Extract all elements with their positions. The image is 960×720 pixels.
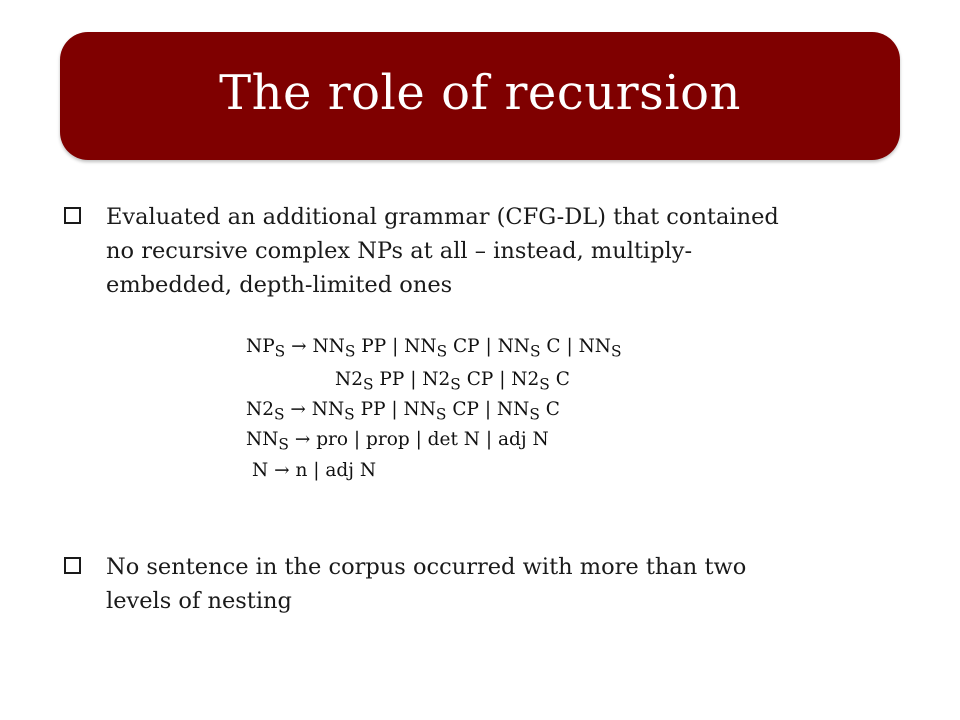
bullet-text-2 xyxy=(106,550,746,618)
checkbox-square-icon xyxy=(64,557,81,574)
grammar-rule-1: $NP_S \to NN_S$ PP | $NN_S$ CP | $NN_S$ C | $NN_S$ xyxy=(246,336,622,361)
bullet-1-line-2: no recursive complex NPs at all – instead, multiply- xyxy=(106,238,693,264)
bullet-1-line-3: embedded, depth-limited ones xyxy=(106,272,453,298)
checkbox-square-icon xyxy=(64,207,81,224)
title-banner xyxy=(60,32,900,160)
bullet-2-line-2: levels of nesting xyxy=(106,588,292,614)
grammar-rules-image xyxy=(240,326,670,491)
grammar-rule-3: $N2_S \to NN_S$ PP | $NN_S$ CP | $NN_S$ C xyxy=(246,399,560,424)
grammar-rule-5: N → n | adj N xyxy=(252,460,377,481)
bullet-item-1 xyxy=(64,200,864,302)
grammar-rule-4: $NN_S$ → pro | prop | det N | adj N xyxy=(246,429,549,454)
bullet-text-1 xyxy=(106,200,779,302)
bullet-item-2 xyxy=(64,550,864,618)
bullet-2-line-1: No sentence in the corpus occurred with more than two xyxy=(106,554,747,580)
grammar-rule-2: $N2_S$ PP | $N2_S$ CP | $N2_S$ C xyxy=(335,369,570,394)
slide-title: The role of recursion xyxy=(219,65,741,121)
bullet-1-line-1: Evaluated an additional grammar (CFG-DL) that contained xyxy=(106,204,779,230)
